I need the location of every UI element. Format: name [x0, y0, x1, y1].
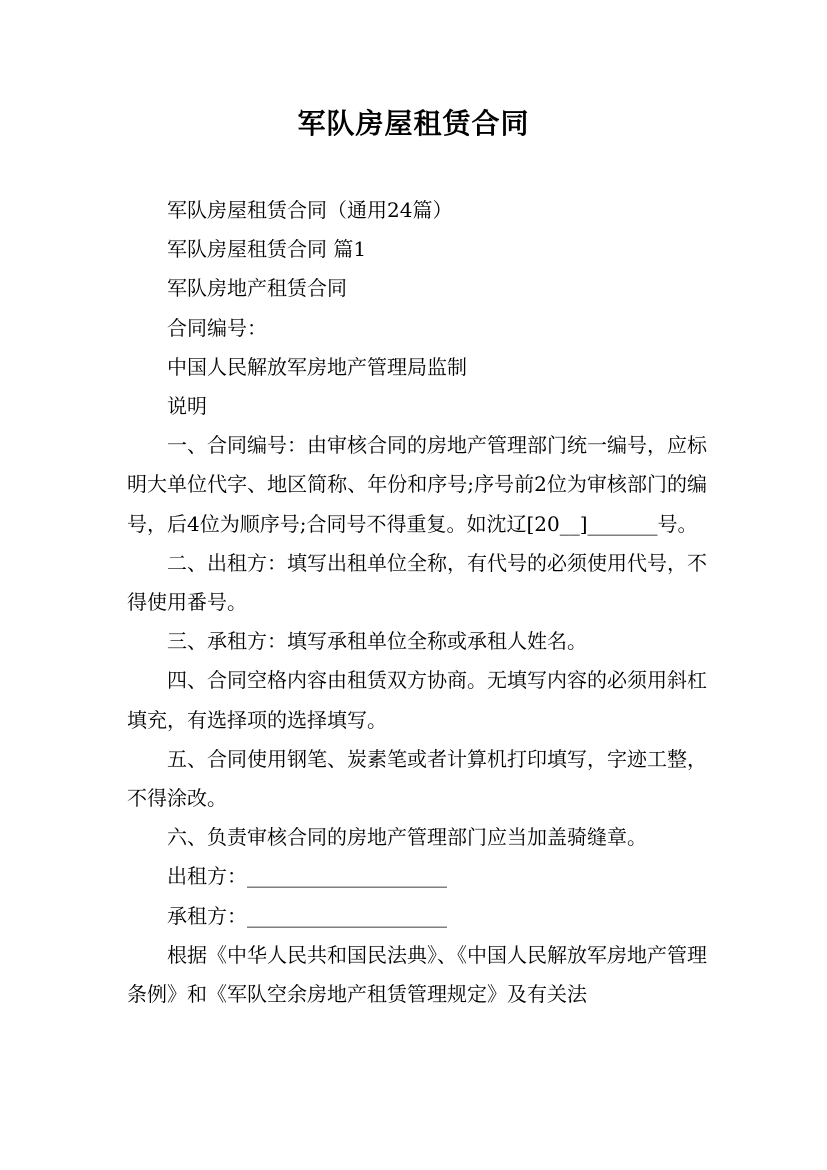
paragraph-instruction-3: 三、承租方：填写承租单位全称或承租人姓名。 — [167, 629, 587, 654]
paragraph-instruction-4: 四、合同空格内容由租赁双方协商。无填写内容的必须用斜杠填充，有选择项的选择填写。 — [127, 668, 707, 732]
paragraph-supervisor: 中国人民解放军房地产管理局监制 — [167, 354, 467, 379]
paragraph-contract-name: 军队房地产租赁合同 — [167, 276, 347, 301]
document-title: 军队房屋租赁合同 — [297, 107, 530, 140]
paragraph-lessor-field: 出租方：____________________ — [167, 864, 447, 889]
paragraph-collection-title: 军队房屋租赁合同（通用24篇） — [167, 198, 453, 222]
paragraph-section-heading: 军队房屋租赁合同 篇1 — [167, 237, 367, 262]
document-body — [127, 191, 707, 1014]
paragraph-instruction-1: 一、合同编号：由审核合同的房地产管理部门统一编号，应标明大单位代字、地区简称、年份和序号;序号前2位为审核部门的编号，后4位为顺序号;合同号不得重复。如沈辽[20__]_______号。 — [127, 433, 707, 536]
paragraph-instruction-5: 五、合同使用钢笔、炭素笔或者计算机打印填写，字迹工整，不得涂改。 — [127, 746, 707, 811]
paragraph-lessee-field: 承租方：____________________ — [167, 903, 447, 928]
paragraph-instruction-6: 六、负责审核合同的房地产管理部门应当加盖骑缝章。 — [167, 825, 647, 850]
paragraph-instructions-heading: 说明 — [167, 394, 207, 419]
paragraph-contract-number: 合同编号： — [167, 315, 267, 340]
paragraph-instruction-2: 二、出租方：填写出租单位全称，有代号的必须使用代号，不得使用番号。 — [127, 550, 707, 615]
paragraph-legal-basis: 根据《中华人民共和国民法典》、《中国人民解放军房地产管理条例》和《军队空余房地产租赁管理规定》及有关法 — [127, 942, 707, 1007]
